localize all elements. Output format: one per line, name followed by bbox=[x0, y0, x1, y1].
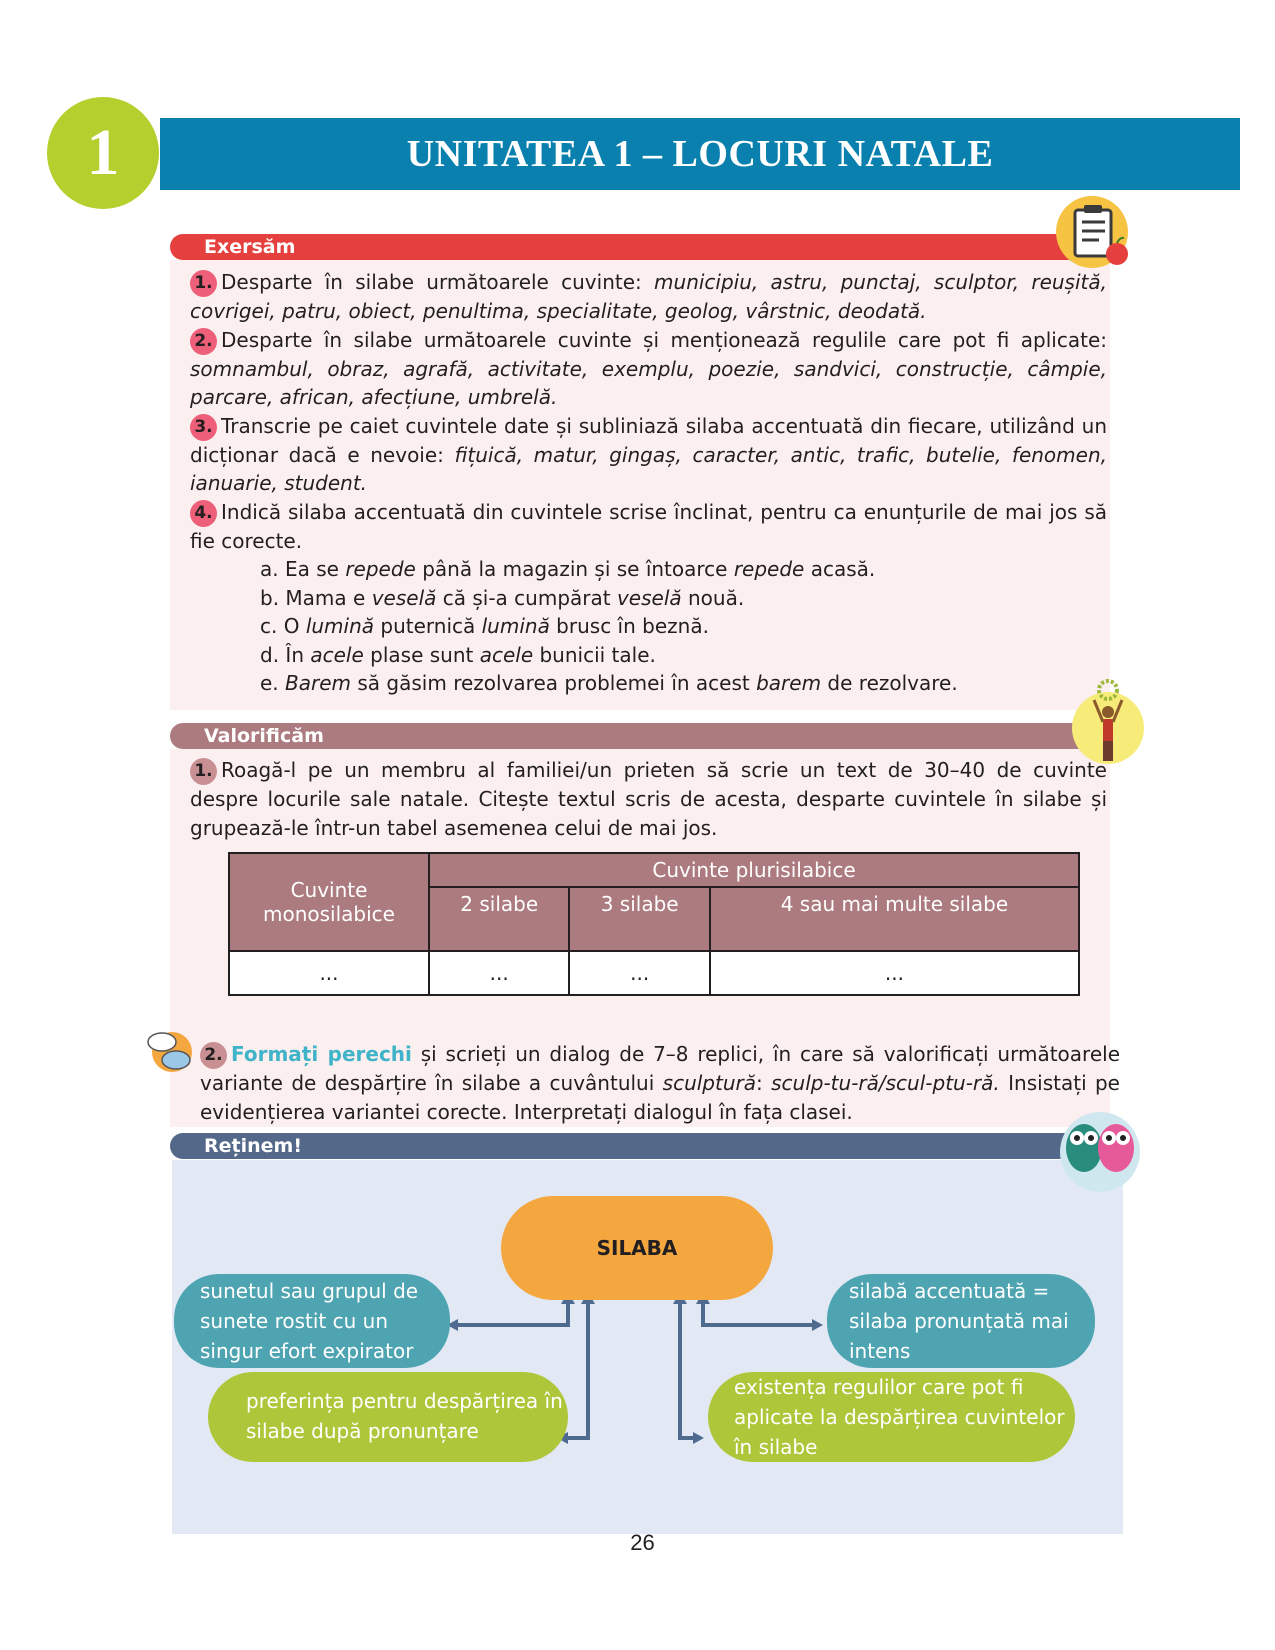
table-cell: ... bbox=[229, 951, 429, 995]
exercise-number: 2. bbox=[200, 1042, 227, 1069]
mindmap-bubble-pronunciation: preferința pentru despărțirea în silabe după pronunțare bbox=[208, 1372, 568, 1462]
table-header-2-silabe: 2 silabe bbox=[429, 887, 569, 951]
unit-title-bar bbox=[160, 118, 1240, 190]
table-row bbox=[229, 951, 1079, 995]
table-header-monosilabice: Cuvinte monosilabice bbox=[229, 853, 429, 951]
mindmap-bubble-definition: sunetul sau grupul de sunete rostit cu un singur efort expirator bbox=[174, 1274, 450, 1368]
exercise-text: Roagă-l pe un membru al familiei/un prieten să scrie un text de 30–40 de cuvinte despre locurile sale natale. Citește textul scris de acesta, desparte cuvintele în silabe și grupează-le într-un tabel asemenea celui de mai jos. bbox=[190, 758, 1107, 840]
exercise-number: 1. bbox=[190, 758, 217, 785]
page-number: 26 bbox=[630, 1530, 655, 1555]
mindmap-bubble-rules: existența regulilor care pot fi aplicate la despărțirea cuvintelor în silabe bbox=[708, 1372, 1075, 1462]
sub-item-e: e. Barem să găsim rezolvarea problemei în acest barem de rezolvare. bbox=[260, 671, 958, 695]
mindmap-center-silaba: SILABA bbox=[501, 1196, 773, 1300]
exercise-number: 3. bbox=[190, 414, 217, 441]
exercise-number: 1. bbox=[190, 270, 217, 297]
exercise-number: 4. bbox=[190, 500, 217, 527]
exercise-text: Transcrie pe caiet cuvintele date și subliniază silaba accentuată din fiecare, utilizând un dicționar dacă e nevoie: bbox=[190, 413, 1107, 467]
exercise-words: fițuică, matur, gingaș, caracter, antic, trafic, butelie, fenomen, ianuarie, student. bbox=[190, 442, 1107, 495]
exercise-text: Indică silaba accentuată din cuvintele scrise înclinat, pentru ca enunțurile de mai jos să fie corecte. bbox=[190, 499, 1107, 553]
exercise-3 bbox=[190, 412, 1107, 498]
exercise-1 bbox=[190, 268, 1107, 326]
sub-item-d: d. În acele plase sunt acele bunicii tale. bbox=[260, 642, 656, 667]
exercise-text: Desparte în silabe următoarele cuvinte și menționează regulile care pot fi aplicate: bbox=[221, 327, 1107, 352]
exercise-number: 2. bbox=[190, 328, 217, 355]
exercise-words: somnambul, obraz, agrafă, activitate, exemplu, poezie, sandvici, construcție, câmpie, parcare, african, afecțiune, umbrelă. bbox=[190, 356, 1107, 409]
unit-title: UNITATEA 1 – LOCURI NATALE bbox=[406, 133, 994, 175]
syllable-table bbox=[228, 852, 1080, 996]
person-gear-icon bbox=[1068, 676, 1148, 766]
sub-item-a: a. Ea se repede până la magazin și se întoarce repede acasă. bbox=[260, 557, 876, 581]
mindmap-bubble-accented: silabă accentuată = silaba pronunțată mai intens bbox=[827, 1274, 1095, 1368]
exercise-2 bbox=[190, 326, 1107, 412]
table-cell: ... bbox=[710, 951, 1079, 995]
exercise-words: municipiu, astru, punctaj, sculptor, reușită, covrigei, patru, obiect, penultima, specialitate, geolog, vârstnic, deodată. bbox=[190, 270, 1107, 323]
thought-clouds-icon bbox=[142, 1024, 198, 1076]
exercise-text: Desparte în silabe următoarele cuvinte: bbox=[221, 270, 655, 294]
valorificam-heading: Valorificăm bbox=[170, 723, 1110, 749]
table-cell: ... bbox=[569, 951, 709, 995]
clipboard-icon bbox=[1055, 194, 1135, 274]
table-header-plurisilabice: Cuvinte plurisilabice bbox=[429, 853, 1079, 887]
highlight-text: Formați perechi bbox=[231, 1042, 412, 1066]
unit-number-badge: 1 bbox=[47, 97, 159, 209]
retinem-heading: Reținem! bbox=[170, 1133, 1110, 1159]
exercise-4 bbox=[190, 498, 1107, 556]
valorificam-exercise-2: 2. Formați perechi și scrieți un dialog de 7–8 replici, în care să valorificați următoarele variante de despărțire în silabe a cuvântului sculptură: sculp-tu-ră/scul-ptu-ră. Insistați pe evidențierea variantei corecte. Interpretați dialogul în fața clasei. bbox=[200, 1042, 1120, 1124]
exersam-exercises bbox=[190, 268, 1107, 698]
table-header-4-silabe: 4 sau mai multe silabe bbox=[710, 887, 1079, 951]
sub-item-c: c. O lumină puternică lumină brusc în beznă. bbox=[260, 614, 709, 638]
exersam-heading: Exersăm bbox=[170, 234, 1110, 260]
sub-item-b: b. Mama e veselă că și-a cumpărat veselă nouă. bbox=[260, 585, 745, 610]
table-header-3-silabe: 3 silabe bbox=[569, 887, 709, 951]
valorificam-exercise-1 bbox=[190, 756, 1107, 842]
owls-icon bbox=[1052, 1100, 1148, 1196]
table-cell: ... bbox=[429, 951, 569, 995]
